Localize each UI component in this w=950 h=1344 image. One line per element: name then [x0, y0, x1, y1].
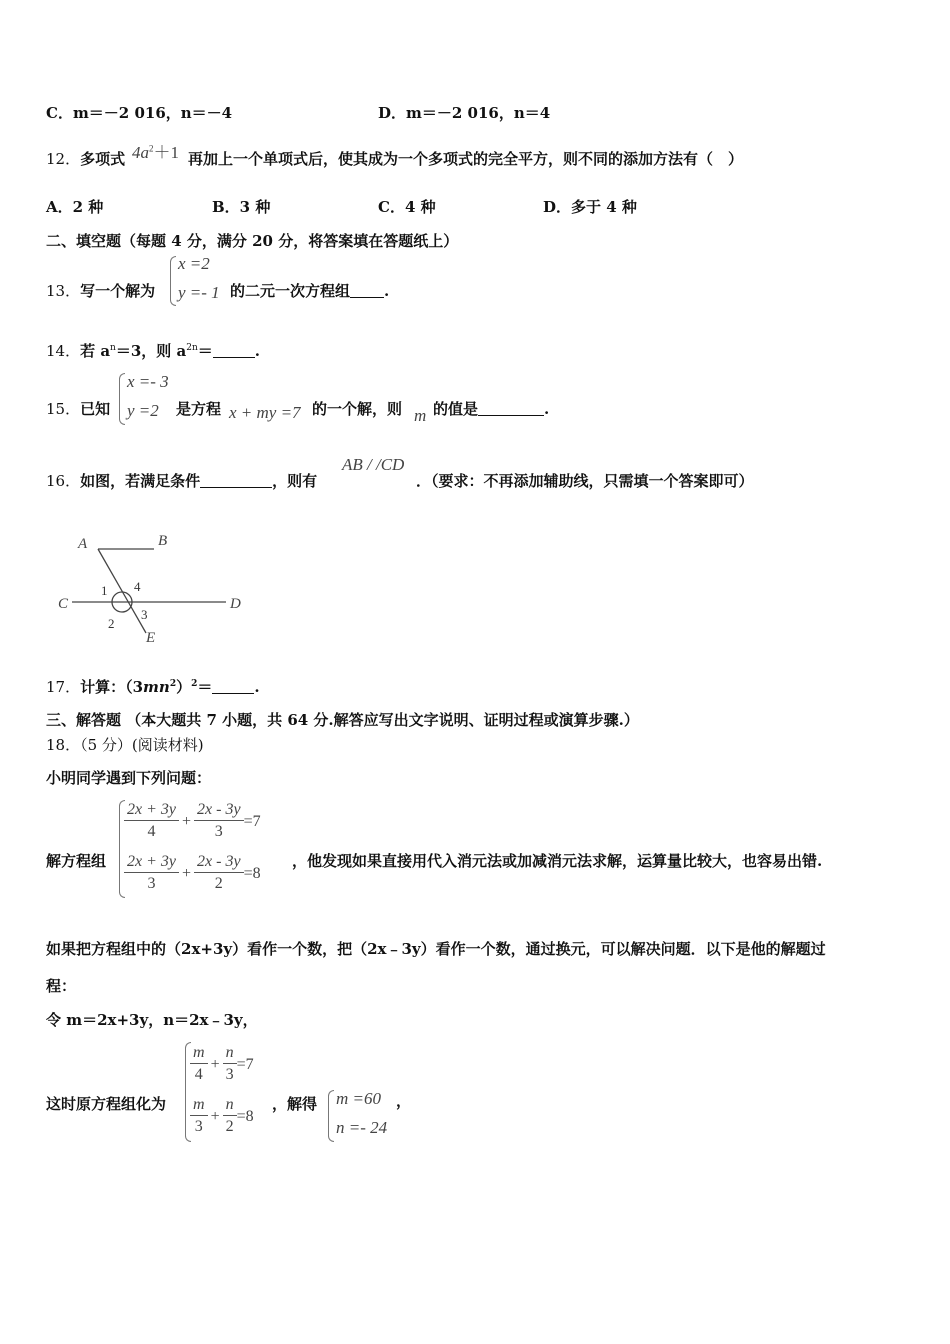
q17-number: 17． [46, 678, 81, 696]
angle-4-label: 4 [134, 579, 141, 594]
q18-transformed-row2: $\frac{m}{3}$ + $\frac{n}{2}$ =8 [190, 1095, 254, 1138]
q18-system-row1: $\frac{2x + 3y}{4}$ + $\frac{2x - 3y}{3}$ =7 [124, 800, 261, 843]
q15-answer-blank[interactable] [478, 401, 544, 416]
section-2-title: 二、填空题（每题 4 分，满分 20 分，将答案填在答题纸上） [46, 232, 459, 250]
q18-solution-m: m =60 [336, 1089, 381, 1108]
q12-option-c: C．4 种 [378, 198, 436, 216]
q18-after-system: ，他发现如果直接用代入消元法或加减消元法求解，运算量比较大，也容易出错. [292, 852, 823, 870]
section-3-title: 三、解答题 （本大题共 7 小题，共 64 分.解答应写出文字说明、证明过程或演算步骤.） [46, 711, 639, 729]
q18-para2-line2: 程： [46, 977, 77, 995]
q18-system-row2: $\frac{2x + 3y}{3}$ + $\frac{2x - 3y}{2}$ =8 [124, 852, 261, 895]
angle-2-label: 2 [108, 616, 115, 631]
question-16: 16．如图，若满足条件 ，则有 [46, 472, 318, 490]
q18-line1: 小明同学遇到下列问题： [46, 769, 212, 787]
q12-option-d: D．多于 4 种 [543, 198, 637, 216]
q16-figure [50, 525, 260, 650]
q16-post: ．（要求：不再添加辅助线，只需填一个答案即可） [416, 472, 754, 490]
q15-eq1: x =- 3 [127, 372, 169, 391]
q12-pre: 多项式 [80, 150, 126, 168]
label-a: A [78, 536, 88, 552]
question-12 [46, 148, 125, 169]
q18-transformed-label: 这时原方程组化为 [46, 1095, 167, 1113]
q12-number: 12． [46, 150, 81, 168]
q11-option-d: D．m＝－2 016，n＝4 [378, 104, 551, 122]
q13-eq1: x =2 [178, 254, 210, 273]
q13-eq2: y =- 1 [178, 283, 220, 302]
q18-solved-label: ，解得 [272, 1095, 318, 1113]
q12-option-b: B．3 种 [212, 198, 271, 216]
q13-post: 的二元一次方程组 . [230, 282, 390, 300]
q15-mid1: 是方程 [176, 400, 222, 418]
q18-trailing-comma: ， [396, 1092, 412, 1110]
angle-3-label: 3 [141, 607, 148, 622]
q18-transformed-row1: $\frac{m}{4}$ + $\frac{n}{3}$ =7 [190, 1043, 254, 1086]
q18-solve-label: 解方程组 [46, 852, 107, 870]
q13-number: 13． [46, 282, 81, 300]
label-e: E [146, 630, 156, 646]
q18-para2-line1: 如果把方程组中的（2x+3y）看作一个数，把（2x﹣3y）看作一个数，通过换元，可以解决问题．以下是他的解题过 [46, 940, 826, 958]
q18-solution-brace [328, 1090, 334, 1142]
question-13: 13．写一个解为 [46, 282, 156, 300]
q14-answer-blank[interactable] [213, 343, 255, 358]
q12-post: 再加上一个单项式后，使其成为一个多项式的完全平方，则不同的添加方法有（ ） [188, 150, 744, 168]
q12-expression: $4a^2+1$ [132, 143, 179, 162]
q15-mid2: 的一个解，则 [312, 400, 403, 418]
question-14: 14．若 $a^n=3$，则 $a^{2n}=$ . [46, 342, 261, 360]
q12-option-a: A．2 种 [46, 198, 104, 216]
q17-answer-blank[interactable] [212, 679, 254, 694]
q18-header: 18．（5 分）(阅读材料) [46, 736, 204, 754]
q15-var: m [414, 406, 427, 425]
q15-number: 15． [46, 400, 81, 418]
q14-number: 14． [46, 342, 81, 360]
q15-equation: x + my =7 [229, 403, 301, 422]
q13-brace [170, 256, 176, 306]
q15-eq2: y =2 [127, 401, 159, 420]
question-15: 15．已知 [46, 400, 111, 418]
q18-let-line: 令 m＝2x+3y，n＝2x﹣3y， [46, 1011, 258, 1029]
label-c: C [58, 596, 69, 612]
q13-answer-blank[interactable] [350, 283, 384, 298]
question-17: 17．计算：$(3mn^2)^2=$ . [46, 678, 260, 696]
label-d: D [230, 596, 241, 612]
q11-option-c: C．m＝－2 016，n＝－4 [46, 104, 233, 122]
q18-solution-n: n =- 24 [336, 1118, 388, 1137]
q16-answer-blank[interactable] [200, 473, 272, 488]
q16-expression: AB / /CD [342, 455, 405, 474]
q15-brace [119, 373, 125, 425]
label-b: B [158, 533, 168, 549]
q16-number: 16． [46, 472, 81, 490]
q15-post: 的值是 . [433, 400, 550, 418]
angle-1-label: 1 [101, 583, 108, 598]
